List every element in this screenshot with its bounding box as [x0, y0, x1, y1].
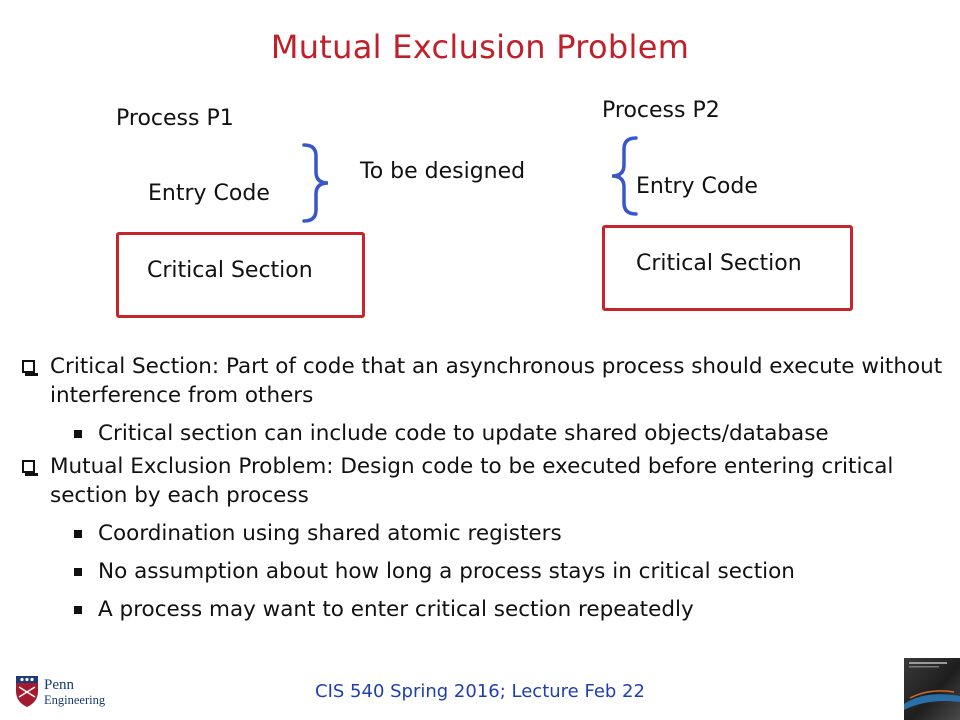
- bullet-text: No assumption about how long a process stays in critical section: [98, 559, 795, 584]
- bullet-text: Mutual Exclusion Problem: Design code to be executed before entering critical section by each process: [50, 454, 894, 508]
- list-item: [22, 452, 947, 510]
- svg-text:Engineering: Engineering: [44, 693, 106, 707]
- slide-title: Mutual Exclusion Problem: [270, 28, 690, 66]
- list-item: [22, 595, 947, 624]
- square-bullet-icon: [74, 568, 82, 576]
- process-p1-label: Process P1: [116, 106, 234, 131]
- bullet-text: Critical Section: Part of code that an asynchronous process should execute without interference from others: [50, 354, 943, 408]
- checkbox-bullet-icon: [22, 460, 35, 473]
- square-bullet-icon: [74, 606, 82, 614]
- checkbox-bullet-icon: [22, 360, 35, 373]
- list-item: [22, 419, 947, 448]
- bullet-list: [22, 352, 947, 624]
- footer-caption: CIS 540 Spring 2016; Lecture Feb 22: [315, 681, 645, 702]
- critical-section-p2: Critical Section: [636, 251, 802, 276]
- list-item: [22, 557, 947, 586]
- to-be-designed-label: To be designed: [360, 159, 526, 184]
- entry-code-p2: Entry Code: [636, 174, 758, 199]
- bullet-text: Coordination using shared atomic registers: [98, 521, 562, 546]
- bullet-text: Critical section can include code to update shared objects/database: [98, 421, 829, 446]
- left-brace-icon: [602, 135, 642, 217]
- list-item: [22, 352, 947, 410]
- critical-section-p1: Critical Section: [147, 258, 313, 283]
- book-cover-thumbnail: [904, 658, 960, 720]
- square-bullet-icon: [74, 430, 82, 438]
- right-brace-icon: [298, 142, 338, 224]
- process-p2-label: Process P2: [602, 98, 720, 123]
- list-item: [22, 519, 947, 548]
- entry-code-p1: Entry Code: [148, 181, 270, 206]
- svg-text:Penn: Penn: [44, 677, 74, 693]
- square-bullet-icon: [74, 530, 82, 538]
- bullet-text: A process may want to enter critical section repeatedly: [98, 597, 694, 622]
